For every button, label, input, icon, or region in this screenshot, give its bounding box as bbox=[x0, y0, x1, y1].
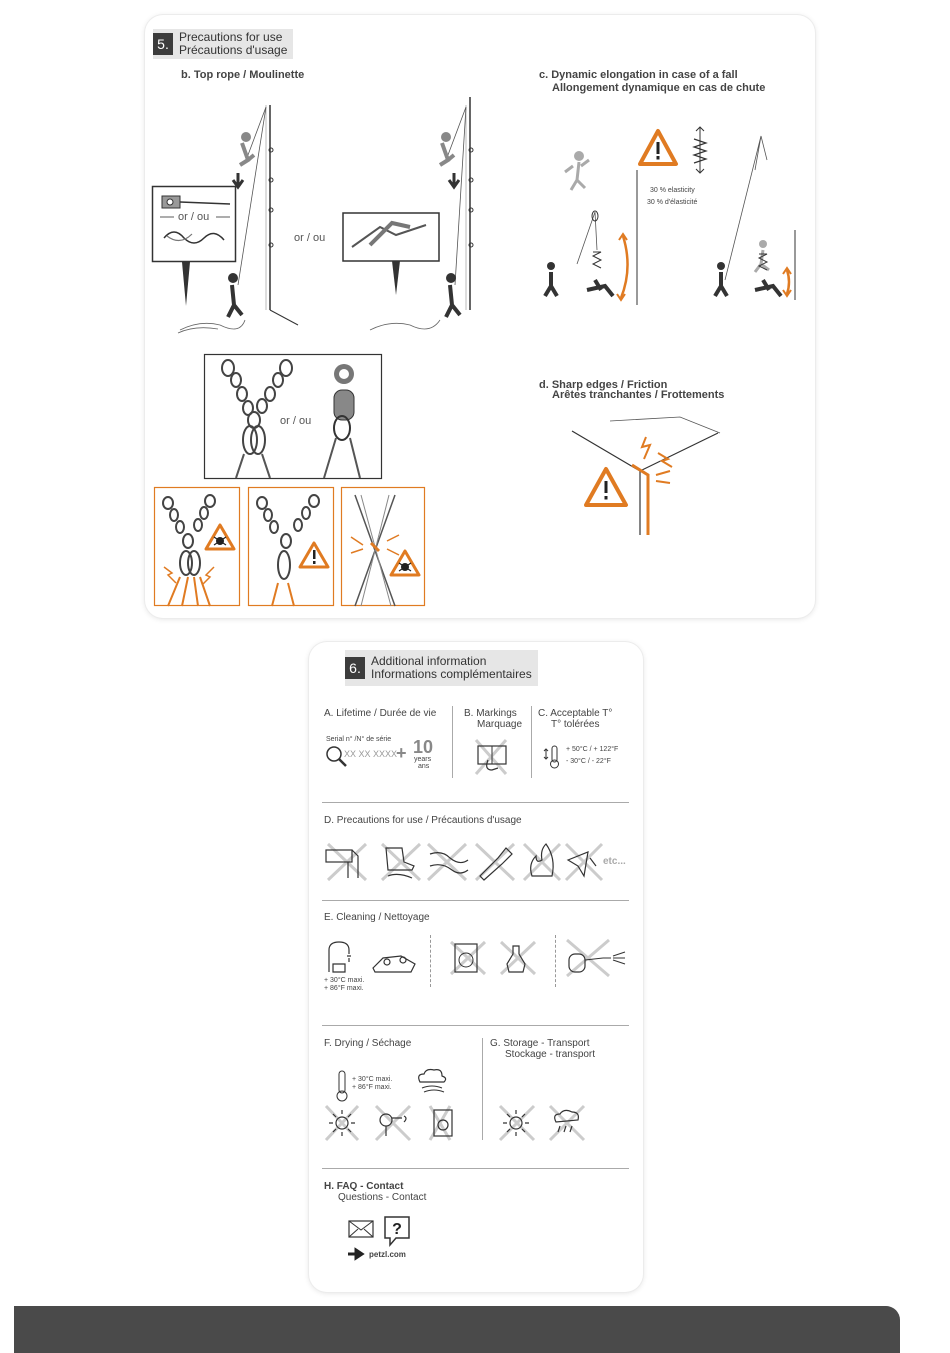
dynamic-elongation-title-fr: Allongement dynamique en cas de chute bbox=[552, 82, 766, 94]
dry-temp-c: + 30°C maxi. bbox=[352, 1076, 393, 1083]
storage-title-en: G. Storage - Transport bbox=[490, 1038, 590, 1049]
temp-min: - 30°C / - 22°F bbox=[566, 758, 611, 765]
section-5-number: 5. bbox=[153, 33, 173, 55]
divider-row-3 bbox=[322, 1025, 629, 1026]
thermometer-icon bbox=[543, 745, 563, 769]
rope-friction-danger-box-3 bbox=[341, 487, 425, 606]
arrow-right-icon bbox=[348, 1249, 364, 1259]
section-5-header bbox=[153, 29, 293, 59]
divider-clean-2 bbox=[555, 935, 556, 987]
top-rope-title: b. Top rope / Moulinette bbox=[181, 69, 305, 81]
serial-value: XX XX XXXX bbox=[344, 749, 398, 759]
elasticity-fr: 30 % d'élasticité bbox=[647, 199, 698, 206]
drying-thermometer-icon bbox=[334, 1070, 350, 1102]
divider-clean-1 bbox=[430, 935, 431, 987]
cleaning-title: E. Cleaning / Nettoyage bbox=[324, 912, 430, 923]
storage-title-fr: Stockage - transport bbox=[505, 1049, 596, 1060]
clean-temp-f: + 86°F maxi. bbox=[324, 985, 364, 992]
drying-title: F. Drying / Séchage bbox=[324, 1038, 412, 1049]
section-6-title-fr: Informations complémentaires bbox=[371, 667, 532, 681]
etc-label: etc... bbox=[603, 856, 626, 867]
faq-title-fr: Questions - Contact bbox=[338, 1192, 427, 1203]
question-bubble-icon[interactable] bbox=[384, 1216, 410, 1246]
tap-water-icon bbox=[325, 938, 425, 976]
elasticity-en: 30 % elasticity bbox=[650, 187, 695, 194]
years-fr: ans bbox=[418, 763, 430, 770]
markings-title-en: B. Markings bbox=[464, 708, 517, 719]
top-rope-illustration-right bbox=[330, 95, 480, 345]
no-pressure-washer-icon bbox=[563, 938, 627, 978]
sharp-edge-illustration bbox=[570, 415, 725, 540]
divider-row-1 bbox=[322, 802, 629, 803]
serial-label: Serial n° /N° de série bbox=[326, 736, 392, 743]
or-ou-label-anchor: or / ou bbox=[280, 415, 312, 427]
years-en: years bbox=[414, 756, 432, 763]
anchor-danger-box-1 bbox=[154, 487, 240, 606]
no-washing-machine-icon bbox=[447, 940, 489, 976]
acceptable-temp-title-fr: T° tolérées bbox=[551, 719, 600, 730]
plus-sign: + bbox=[396, 743, 407, 763]
or-ou-label-middle: or / ou bbox=[294, 232, 326, 244]
envelope-icon[interactable] bbox=[348, 1220, 374, 1238]
or-ou-label-inset: or / ou bbox=[178, 211, 210, 223]
no-sun-rain-icons bbox=[498, 1104, 588, 1142]
divider-f-g bbox=[482, 1038, 483, 1140]
fall-illustration-right bbox=[695, 130, 805, 305]
anchor-options-inset bbox=[152, 186, 236, 306]
markings-title-fr: Marquage bbox=[477, 719, 523, 730]
section-6-number: 6. bbox=[345, 657, 365, 679]
section-6-title-en: Additional information bbox=[371, 654, 487, 668]
clean-temp-c: + 30°C maxi. bbox=[324, 977, 365, 984]
no-bleach-icon bbox=[497, 940, 539, 976]
temp-max: + 50°C / + 122°F bbox=[566, 746, 619, 753]
sharp-edges-title-en: d. Sharp edges / Friction bbox=[539, 379, 668, 391]
fall-illustration-left bbox=[535, 140, 645, 305]
section-5-title-en: Precautions for use bbox=[179, 30, 283, 44]
sharp-edges-title-fr: Arêtes tranchantes / Frottements bbox=[552, 389, 725, 401]
faq-title-en: H. FAQ - Contact bbox=[324, 1181, 404, 1192]
lifetime-title: A. Lifetime / Durée de vie bbox=[324, 708, 437, 719]
section-5-title-fr: Précautions d'usage bbox=[179, 43, 288, 57]
section-6-header bbox=[345, 650, 538, 686]
divider-a-b bbox=[452, 706, 453, 778]
no-drying-row-icons bbox=[322, 1104, 452, 1142]
markings-icon bbox=[470, 738, 512, 776]
svg-text:?: ? bbox=[392, 1221, 402, 1238]
dry-temp-f: + 86°F maxi. bbox=[352, 1084, 392, 1091]
acceptable-temp-title-en: C. Acceptable T° bbox=[538, 708, 613, 719]
air-dry-cloud-icon bbox=[414, 1066, 450, 1094]
dynamic-elongation-title-en: c. Dynamic elongation in case of a fall bbox=[539, 69, 738, 81]
precaution-icons-row bbox=[322, 840, 602, 884]
website-link[interactable]: petzl.com bbox=[369, 1250, 406, 1259]
divider-row-4 bbox=[322, 1168, 629, 1169]
footer-bar bbox=[14, 1306, 900, 1353]
years-number: 10 bbox=[413, 737, 434, 757]
anchor-warning-box-2 bbox=[248, 487, 334, 606]
divider-b-c bbox=[531, 706, 532, 778]
divider-row-2 bbox=[322, 900, 629, 901]
precautions-title: D. Precautions for use / Précautions d'usage bbox=[324, 815, 522, 826]
